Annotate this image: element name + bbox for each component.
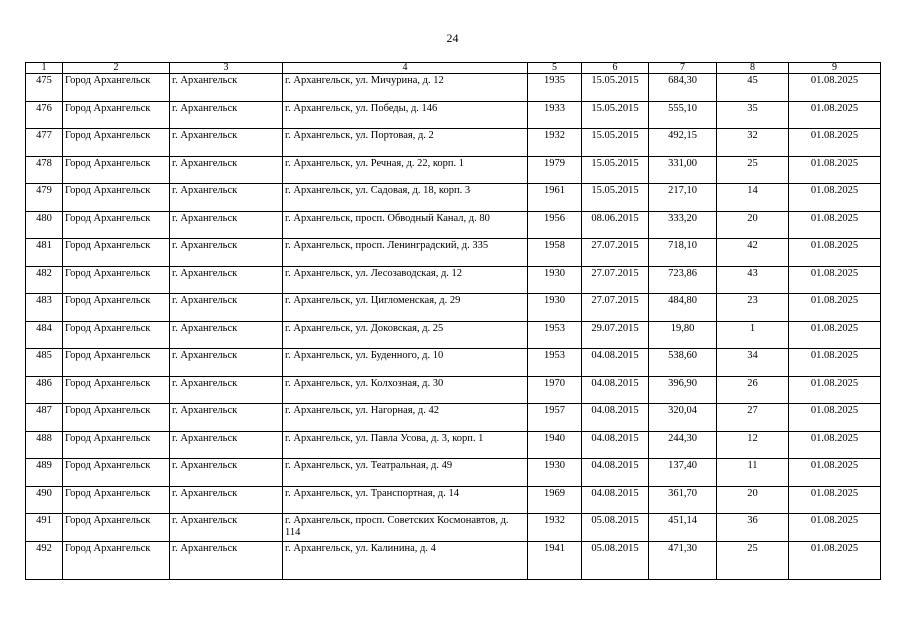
residents-cell: 20	[717, 211, 789, 239]
area-cell: 484,80	[649, 294, 717, 322]
municipality-cell: Город Архангельск	[63, 514, 170, 542]
build-year-cell: 1956	[528, 211, 582, 239]
build-year-cell: 1953	[528, 321, 582, 349]
row-number-cell: 478	[26, 156, 63, 184]
residents-cell: 20	[717, 486, 789, 514]
municipality-cell: Город Архангельск	[63, 404, 170, 432]
recognition-date-cell: 15.05.2015	[582, 156, 649, 184]
address-cell: г. Архангельск, ул. Речная, д. 22, корп. 1	[283, 156, 528, 184]
table-row	[26, 431, 881, 459]
settlement-cell: г. Архангельск	[170, 349, 283, 377]
deadline-cell: 01.08.2025	[789, 266, 881, 294]
build-year-cell: 1930	[528, 266, 582, 294]
settlement-cell: г. Архангельск	[170, 156, 283, 184]
address-cell: г. Архангельск, просп. Обводный Канал, д. 80	[283, 211, 528, 239]
build-year-cell: 1969	[528, 486, 582, 514]
residents-cell: 23	[717, 294, 789, 322]
table-row	[26, 514, 881, 542]
settlement-cell: г. Архангельск	[170, 266, 283, 294]
municipality-cell: Город Архангельск	[63, 74, 170, 102]
address-cell: г. Архангельск, ул. Буденного, д. 10	[283, 349, 528, 377]
recognition-date-cell: 04.08.2015	[582, 459, 649, 487]
address-cell: г. Архангельск, ул. Павла Усова, д. 3, корп. 1	[283, 431, 528, 459]
residents-cell: 27	[717, 404, 789, 432]
residents-cell: 14	[717, 184, 789, 212]
row-number-cell: 489	[26, 459, 63, 487]
recognition-date-cell: 27.07.2015	[582, 239, 649, 267]
deadline-cell: 01.08.2025	[789, 349, 881, 377]
area-cell: 137,40	[649, 459, 717, 487]
address-cell: г. Архангельск, ул. Победы, д. 146	[283, 101, 528, 129]
table-row	[26, 486, 881, 514]
address-cell: г. Архангельск, ул. Лесозаводская, д. 12	[283, 266, 528, 294]
area-cell: 217,10	[649, 184, 717, 212]
table-row	[26, 101, 881, 129]
row-number-cell: 484	[26, 321, 63, 349]
column-header: 3	[170, 63, 283, 74]
recognition-date-cell: 08.06.2015	[582, 211, 649, 239]
settlement-cell: г. Архангельск	[170, 514, 283, 542]
settlement-cell: г. Архангельск	[170, 101, 283, 129]
table-row	[26, 129, 881, 157]
build-year-cell: 1933	[528, 101, 582, 129]
area-cell: 492,15	[649, 129, 717, 157]
address-cell: г. Архангельск, ул. Калинина, д. 4	[283, 541, 528, 579]
build-year-cell: 1961	[528, 184, 582, 212]
municipality-cell: Город Архангельск	[63, 211, 170, 239]
build-year-cell: 1979	[528, 156, 582, 184]
column-header: 9	[789, 63, 881, 74]
settlement-cell: г. Архангельск	[170, 486, 283, 514]
residents-cell: 45	[717, 74, 789, 102]
municipality-cell: Город Архангельск	[63, 156, 170, 184]
column-header: 1	[26, 63, 63, 74]
residents-cell: 1	[717, 321, 789, 349]
area-cell: 718,10	[649, 239, 717, 267]
build-year-cell: 1958	[528, 239, 582, 267]
deadline-cell: 01.08.2025	[789, 74, 881, 102]
settlement-cell: г. Архангельск	[170, 431, 283, 459]
residents-cell: 12	[717, 431, 789, 459]
area-cell: 684,30	[649, 74, 717, 102]
address-cell: г. Архангельск, просп. Ленинградский, д. 335	[283, 239, 528, 267]
residents-cell: 35	[717, 101, 789, 129]
address-cell: г. Архангельск, ул. Нагорная, д. 42	[283, 404, 528, 432]
deadline-cell: 01.08.2025	[789, 514, 881, 542]
column-header: 6	[582, 63, 649, 74]
area-cell: 451,14	[649, 514, 717, 542]
area-cell: 331,00	[649, 156, 717, 184]
area-cell: 333,20	[649, 211, 717, 239]
residents-cell: 25	[717, 541, 789, 579]
address-cell: г. Архангельск, ул. Цигломенская, д. 29	[283, 294, 528, 322]
deadline-cell: 01.08.2025	[789, 404, 881, 432]
build-year-cell: 1932	[528, 129, 582, 157]
table-row	[26, 376, 881, 404]
settlement-cell: г. Архангельск	[170, 376, 283, 404]
address-cell: г. Архангельск, ул. Колхозная, д. 30	[283, 376, 528, 404]
build-year-cell: 1930	[528, 459, 582, 487]
recognition-date-cell: 04.08.2015	[582, 404, 649, 432]
deadline-cell: 01.08.2025	[789, 156, 881, 184]
table-row	[26, 239, 881, 267]
table-row	[26, 404, 881, 432]
row-number-cell: 483	[26, 294, 63, 322]
recognition-date-cell: 27.07.2015	[582, 294, 649, 322]
row-number-cell: 480	[26, 211, 63, 239]
page-number: 24	[446, 31, 459, 45]
table-row	[26, 211, 881, 239]
row-number-cell: 485	[26, 349, 63, 377]
row-number-cell: 479	[26, 184, 63, 212]
build-year-cell: 1953	[528, 349, 582, 377]
recognition-date-cell: 05.08.2015	[582, 541, 649, 579]
municipality-cell: Город Архангельск	[63, 266, 170, 294]
address-cell: г. Архангельск, ул. Садовая, д. 18, корп. 3	[283, 184, 528, 212]
municipality-cell: Город Архангельск	[63, 321, 170, 349]
settlement-cell: г. Архангельск	[170, 404, 283, 432]
deadline-cell: 01.08.2025	[789, 129, 881, 157]
area-cell: 471,30	[649, 541, 717, 579]
deadline-cell: 01.08.2025	[789, 294, 881, 322]
recognition-date-cell: 29.07.2015	[582, 321, 649, 349]
area-cell: 555,10	[649, 101, 717, 129]
recognition-date-cell: 15.05.2015	[582, 129, 649, 157]
area-cell: 244,30	[649, 431, 717, 459]
row-number-cell: 476	[26, 101, 63, 129]
recognition-date-cell: 04.08.2015	[582, 486, 649, 514]
recognition-date-cell: 27.07.2015	[582, 266, 649, 294]
recognition-date-cell: 05.08.2015	[582, 514, 649, 542]
residents-cell: 32	[717, 129, 789, 157]
deadline-cell: 01.08.2025	[789, 239, 881, 267]
table-body	[26, 74, 881, 580]
build-year-cell: 1941	[528, 541, 582, 579]
table-row	[26, 156, 881, 184]
municipality-cell: Город Архангельск	[63, 431, 170, 459]
recognition-date-cell: 15.05.2015	[582, 74, 649, 102]
address-cell: г. Архангельск, ул. Театральная, д. 49	[283, 459, 528, 487]
recognition-date-cell: 15.05.2015	[582, 184, 649, 212]
settlement-cell: г. Архангельск	[170, 184, 283, 212]
residents-cell: 11	[717, 459, 789, 487]
column-header: 8	[717, 63, 789, 74]
address-cell: г. Архангельск, просп. Советских Космонавтов, д. 114	[283, 514, 528, 542]
area-cell: 396,90	[649, 376, 717, 404]
build-year-cell: 1935	[528, 74, 582, 102]
residents-cell: 34	[717, 349, 789, 377]
table-row	[26, 349, 881, 377]
area-cell: 19,80	[649, 321, 717, 349]
residents-cell: 36	[717, 514, 789, 542]
area-cell: 723,86	[649, 266, 717, 294]
municipality-cell: Город Архангельск	[63, 129, 170, 157]
build-year-cell: 1930	[528, 294, 582, 322]
deadline-cell: 01.08.2025	[789, 321, 881, 349]
row-number-cell: 488	[26, 431, 63, 459]
municipality-cell: Город Архангельск	[63, 459, 170, 487]
municipality-cell: Город Архангельск	[63, 376, 170, 404]
table-row	[26, 266, 881, 294]
table-row	[26, 459, 881, 487]
deadline-cell: 01.08.2025	[789, 486, 881, 514]
recognition-date-cell: 15.05.2015	[582, 101, 649, 129]
settlement-cell: г. Архангельск	[170, 541, 283, 579]
row-number-cell: 487	[26, 404, 63, 432]
residents-cell: 25	[717, 156, 789, 184]
municipality-cell: Город Архангельск	[63, 101, 170, 129]
deadline-cell: 01.08.2025	[789, 211, 881, 239]
deadline-cell: 01.08.2025	[789, 541, 881, 579]
settlement-cell: г. Архангельск	[170, 74, 283, 102]
build-year-cell: 1957	[528, 404, 582, 432]
build-year-cell: 1970	[528, 376, 582, 404]
deadline-cell: 01.08.2025	[789, 431, 881, 459]
column-header: 5	[528, 63, 582, 74]
address-cell: г. Архангельск, ул. Мичурина, д. 12	[283, 74, 528, 102]
area-cell: 320,04	[649, 404, 717, 432]
deadline-cell: 01.08.2025	[789, 101, 881, 129]
address-cell: г. Архангельск, ул. Портовая, д. 2	[283, 129, 528, 157]
row-number-cell: 481	[26, 239, 63, 267]
municipality-cell: Город Архангельск	[63, 486, 170, 514]
residents-cell: 42	[717, 239, 789, 267]
settlement-cell: г. Архангельск	[170, 321, 283, 349]
row-number-cell: 477	[26, 129, 63, 157]
table-row	[26, 294, 881, 322]
row-number-cell: 491	[26, 514, 63, 542]
settlement-cell: г. Архангельск	[170, 459, 283, 487]
row-number-cell: 492	[26, 541, 63, 579]
column-number-row	[26, 63, 881, 74]
housing-registry-table	[25, 62, 881, 580]
municipality-cell: Город Архангельск	[63, 541, 170, 579]
row-number-cell: 486	[26, 376, 63, 404]
residents-cell: 26	[717, 376, 789, 404]
recognition-date-cell: 04.08.2015	[582, 431, 649, 459]
column-header: 7	[649, 63, 717, 74]
row-number-cell: 475	[26, 74, 63, 102]
area-cell: 361,70	[649, 486, 717, 514]
municipality-cell: Город Архангельск	[63, 349, 170, 377]
address-cell: г. Архангельск, ул. Транспортная, д. 14	[283, 486, 528, 514]
table-row	[26, 541, 881, 579]
residents-cell: 43	[717, 266, 789, 294]
table-row	[26, 184, 881, 212]
table-row	[26, 321, 881, 349]
column-header: 2	[63, 63, 170, 74]
deadline-cell: 01.08.2025	[789, 459, 881, 487]
table-row	[26, 74, 881, 102]
recognition-date-cell: 04.08.2015	[582, 349, 649, 377]
column-header: 4	[283, 63, 528, 74]
build-year-cell: 1932	[528, 514, 582, 542]
recognition-date-cell: 04.08.2015	[582, 376, 649, 404]
deadline-cell: 01.08.2025	[789, 376, 881, 404]
settlement-cell: г. Архангельск	[170, 294, 283, 322]
settlement-cell: г. Архангельск	[170, 211, 283, 239]
row-number-cell: 482	[26, 266, 63, 294]
row-number-cell: 490	[26, 486, 63, 514]
settlement-cell: г. Архангельск	[170, 129, 283, 157]
build-year-cell: 1940	[528, 431, 582, 459]
municipality-cell: Город Архангельск	[63, 184, 170, 212]
area-cell: 538,60	[649, 349, 717, 377]
municipality-cell: Город Архангельск	[63, 239, 170, 267]
address-cell: г. Архангельск, ул. Доковская, д. 25	[283, 321, 528, 349]
settlement-cell: г. Архангельск	[170, 239, 283, 267]
deadline-cell: 01.08.2025	[789, 184, 881, 212]
municipality-cell: Город Архангельск	[63, 294, 170, 322]
